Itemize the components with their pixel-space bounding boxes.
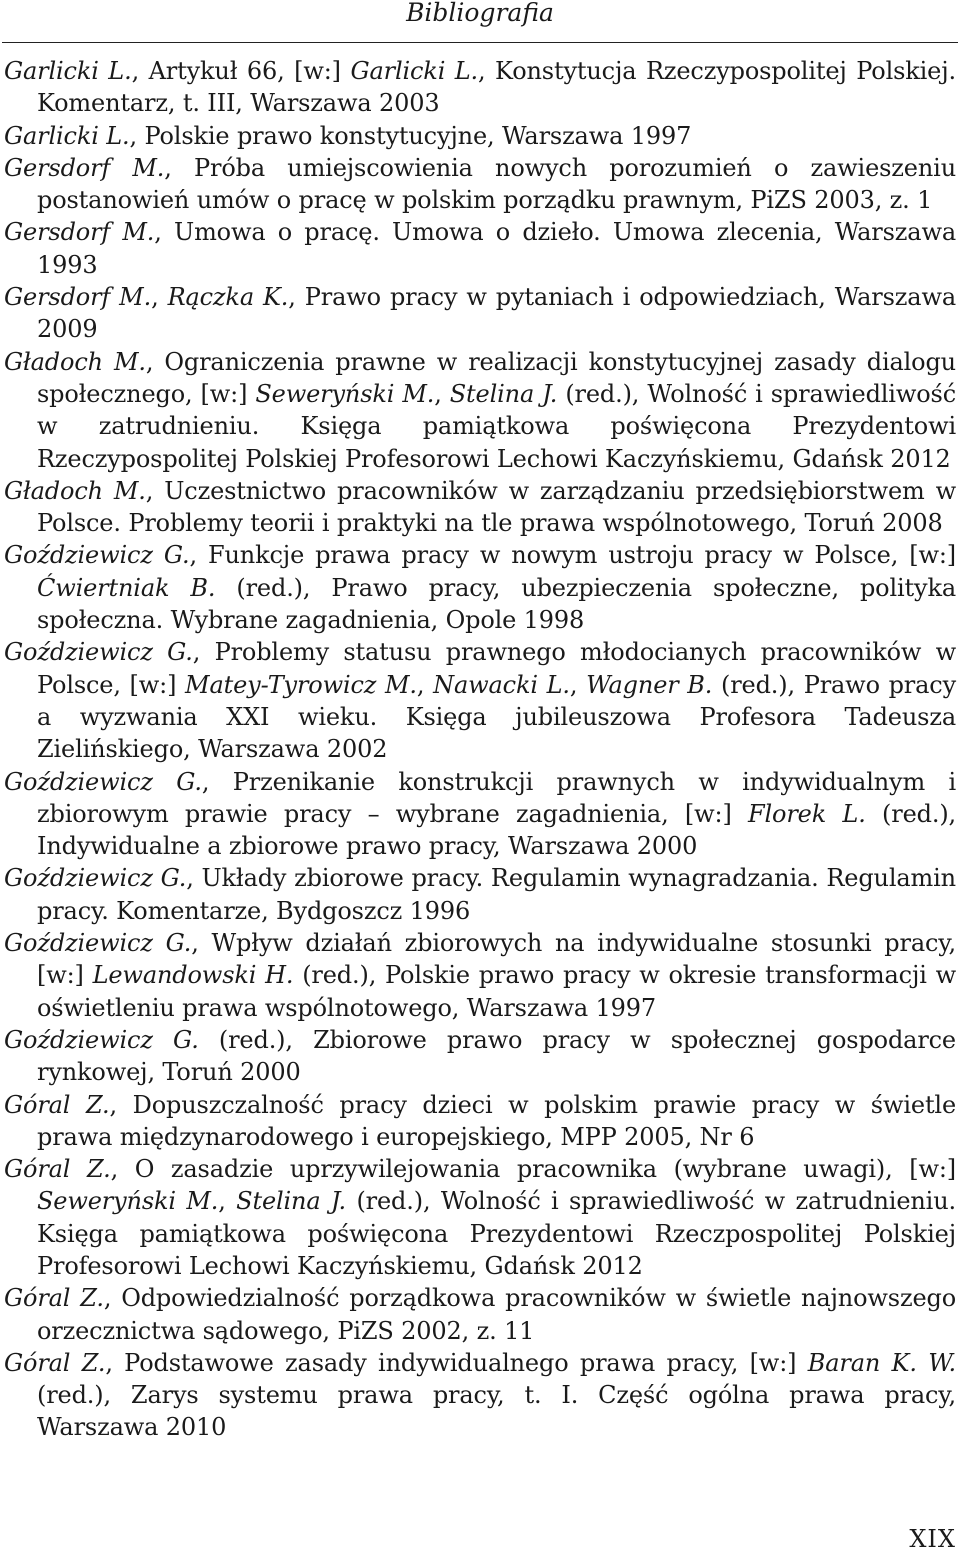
entry-author-name: Gładoch M. [4,476,146,505]
entry-author-name: Goździewicz G. [4,638,193,667]
entry-author-name: Seweryński M. [255,379,435,408]
entry-author-name: Wagner B. [586,670,713,699]
entry-text: , Wpływ działań zbiorowych na indywidualne stosunki pracy, [w:] [37,929,956,990]
entry-text: (red.), Wolność i sprawiedliwość w zatrudnieniu. Księga pamiątkowa poświęcona Prezydentowi Rzeczypospolitej Polskiej Profesorowi Lechowi Kaczyńskiemu, Gdańsk 2012 [37,379,956,473]
running-header [0,0,960,27]
entry-text: , [569,670,587,699]
entry-text: (red.), Zarys systemu prawa pracy, t. I. Część ogólna prawa pracy, Warszawa 2010 [37,1381,956,1442]
entry-text: , Konstytucja Rzeczypospolitej Polskiej. Komentarz, t. III, Warszawa 2003 [37,57,956,118]
bibliography-entry [4,1347,956,1444]
entry-text: , Funkcje prawa pracy w nowym ustroju pracy w Polsce, [w:] [189,541,956,570]
entry-author-name: Matey-Tyrowicz M. [185,670,417,699]
entry-author-name: Goździewicz G. [4,929,192,958]
entry-author-name: Ćwiertniak B. [37,573,216,602]
entry-author-name: Garlicki L. [4,57,132,85]
entry-text: , Artykuł 66, [w:] [131,57,351,85]
entry-text: , Układy zbiorowe pracy. Regulamin wynagradzania. Regulamin pracy. Komentarze, Bydgoszcz 1996 [37,864,956,925]
entry-text: (red.), Prawo pracy, ubezpieczenia społeczne, polityka społeczna. Wybrane zagadnienia, Opole 1998 [37,573,956,635]
bibliography-list [4,55,956,1444]
entry-author-name: Gersdorf M. [4,153,165,182]
entry-text: , [151,283,168,312]
entry-text: (red.), Indywidualne a zbiorowe prawo pracy, Warszawa 2000 [37,799,957,861]
entry-text: , Umowa o pracę. Umowa o dzieło. Umowa zlecenia, Warszawa 1993 [37,218,957,279]
entry-author-name: Gersdorf M. [4,283,152,312]
entry-author-name: Rączka K. [167,283,289,312]
entry-text: , [434,379,450,408]
bibliography-entry [4,346,956,475]
bibliography-entry [4,862,956,927]
entry-text: , Prawo pracy w pytaniach i odpowiedziach, Warszawa 2009 [37,283,956,344]
page-number: XIX [909,1525,956,1553]
running-header-title: Bibliografia [406,0,554,27]
bibliography-entry [4,1024,956,1089]
entry-author-name: Góral Z. [4,1090,110,1119]
bibliography-entry [4,475,956,540]
entry-text: , Ograniczenia prawne w realizacji konstytucyjnej zasady dialogu społecznego, [w:] [37,347,956,408]
bibliography-entry [4,55,956,120]
bibliography-entry [4,281,956,346]
bibliography-entry [4,927,956,1024]
entry-author-name: Goździewicz G. [4,541,190,570]
entry-author-name: Seweryński M. [37,1187,219,1216]
bibliography-entry [4,1153,956,1282]
bibliography-entry [4,152,956,217]
entry-text: , Problemy statusu prawnego młodocianych pracowników w Polsce, [w:] [37,638,956,699]
entry-text: , O zasadzie uprzywilejowania pracownika (wybrane uwagi), [w:] [110,1155,956,1184]
bibliography-entry [4,636,956,765]
entry-text: , Uczestnictwo pracowników w zarządzaniu przedsiębiorstwem w Polsce. Problemy teorii i praktyki na tle prawa wspólnotowego, Toruń 2008 [37,476,956,538]
entry-author-name: Lewandowski H. [92,961,294,990]
bibliography-entry [4,539,956,636]
bibliography-entry [4,1089,956,1154]
entry-author-name: Góral Z. [4,1155,111,1184]
entry-author-name: Stelina J. [236,1187,347,1216]
entry-author-name: Góral Z. [4,1348,106,1377]
header-rule [2,42,958,43]
entry-author-name: Gładoch M. [4,347,146,376]
entry-text: , Przenikanie konstrukcji prawnych w indywidualnym i zbiorowym prawie pracy – wybrane zagadnienia, [w:] [37,767,956,828]
entry-author-name: Góral Z. [4,1284,104,1313]
entry-text: , [416,670,434,699]
entry-author-name: Goździewicz G. [4,1025,199,1054]
bibliography-entry [4,216,956,281]
entry-author-name: Nawacki L. [433,670,570,699]
entry-text: , Dopuszczalność pracy dzieci w polskim prawie pracy w świetle prawa międzynarodowego i europejskiego, MPP 2005, Nr 6 [37,1090,957,1151]
entry-text: (red.), Polskie prawo pracy w okresie transformacji w oświetleniu prawa wspólnotowego, Warszawa 1997 [37,961,956,1022]
entry-text: , Podstawowe zasady indywidualnego prawa pracy, [w:] [105,1348,808,1377]
entry-author-name: Stelina J. [449,379,558,408]
entry-text: , [218,1187,237,1216]
entry-author-name: Goździewicz G. [4,864,187,893]
entry-author-name: Baran K. W. [807,1348,957,1377]
entry-text: (red.), Wolność i sprawiedliwość w zatrudnieniu. Księga pamiątkowa poświęcona Prezydentowi Rzeczpospolitej Polskiej Profesorowi Lechowi Kaczyńskiemu, Gdańsk 2012 [37,1187,956,1280]
bibliography-entry [4,766,956,863]
entry-text: , Próba umiejscowienia nowych porozumień o zawieszeniu postanowień umów o pracę w polskim porządku prawnym, PiZS 2003, z. 1 [37,153,956,215]
entry-text: (red.), Prawo pracy a wyzwania XXI wieku. Księga jubileuszowa Profesora Tadeusza Zielińskiego, Warszawa 2002 [37,670,956,764]
bibliography-entry [4,1282,956,1347]
entry-author-name: Goździewicz G. [4,767,202,796]
entry-author-name: Garlicki L. [350,57,479,85]
entry-text: , Polskie prawo konstytucyjne, Warszawa 1997 [129,121,692,150]
bibliography-entry [4,120,956,152]
entry-text: (red.), Zbiorowe prawo pracy w społecznej gospodarce rynkowej, Toruń 2000 [37,1025,956,1087]
entry-text: , Odpowiedzialność porządkowa pracowników w świetle najnowszego orzecznictwa sądowego, PiZS 2002, z. 11 [37,1284,957,1345]
entry-author-name: Gersdorf M. [4,218,155,247]
entry-author-name: Garlicki L. [4,121,130,150]
entry-author-name: Florek L. [748,799,866,828]
